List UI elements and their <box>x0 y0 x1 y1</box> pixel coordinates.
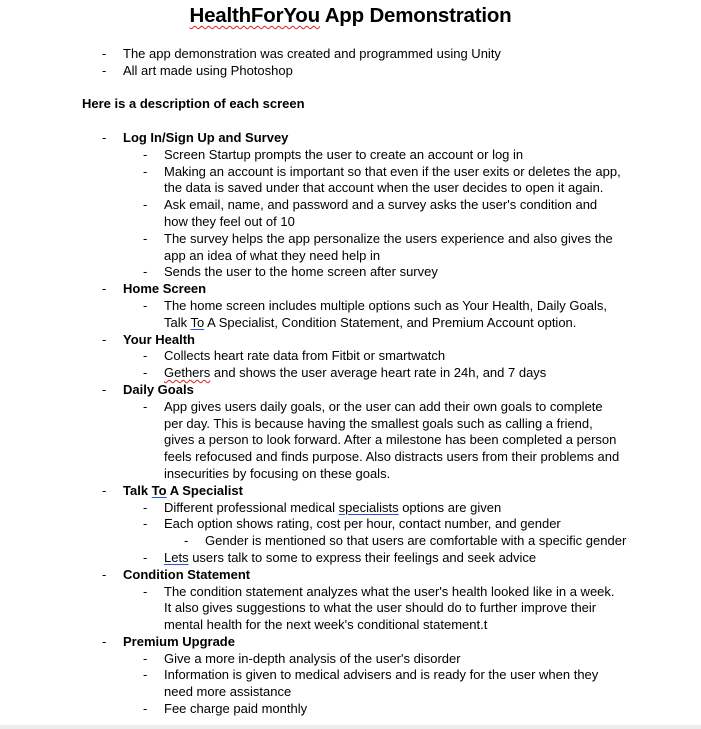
bullet-dash: - <box>143 297 148 313</box>
list-item: - Give a more in-depth analysis of the user's disorder <box>143 650 461 666</box>
grammar-flag: To <box>151 482 167 498</box>
bullet-dash: - <box>143 163 148 179</box>
page-bottom-edge <box>0 725 701 729</box>
bullet-dash: - <box>102 331 107 347</box>
screen-heading-talk-to-specialist: - Talk To A Specialist <box>102 482 243 498</box>
bullet-dash: - <box>102 62 107 78</box>
list-item: - Lets users talk to some to express their feelings and seek advice <box>143 549 537 565</box>
list-item: - Each option shows rating, cost per hour, contact number, and gender <box>143 516 561 532</box>
bullet-dash: - <box>102 566 107 582</box>
bullet-dash: - <box>102 381 107 397</box>
bullet-dash: - <box>143 701 148 717</box>
bullet-dash: - <box>143 667 148 683</box>
bullet-dash: - <box>143 230 148 246</box>
grammar-flag: Lets <box>164 549 189 565</box>
bullet-dash: - <box>143 348 148 364</box>
screen-heading-daily-goals: - Daily Goals <box>102 381 194 397</box>
screen-heading-condition-statement: - Condition Statement <box>102 566 251 582</box>
title-app-name: HealthForYou <box>189 4 320 27</box>
list-item: - The home screen includes multiple options such as Your Health, Daily Goals, Talk To A Specialist, Condition Statement, and Premium Account option. <box>143 297 607 330</box>
bullet-dash: - <box>143 398 148 414</box>
list-item: - Different professional medical specialists options are given <box>143 499 502 515</box>
screen-heading-your-health: - Your Health <box>102 331 195 347</box>
bullet-dash: - <box>143 365 148 381</box>
list-item: - Making an account is important so that even if the user exits or deletes the app, the data is saved under that account when the user decides to open it again. <box>143 163 621 196</box>
bullet-dash: - <box>102 46 107 61</box>
intro-bullet: - The app demonstration was created and programmed using Unity <box>102 46 501 61</box>
list-item: - Fee charge paid monthly <box>143 701 308 717</box>
screen-heading-login: - Log In/Sign Up and Survey <box>102 129 289 145</box>
bullet-dash: - <box>143 549 148 565</box>
bullet-dash: - <box>102 633 107 649</box>
list-item: - The survey helps the app personalize the users experience and also gives the app an idea of what they need help in <box>143 230 613 263</box>
bullet-dash: - <box>143 583 148 599</box>
grammar-flag: specialists <box>338 499 399 515</box>
bullet-dash: - <box>143 516 148 532</box>
document-body <box>0 46 701 718</box>
list-item: - Information is given to medical advisers and is ready for the user when they need more assistance <box>143 667 599 700</box>
bullet-dash: - <box>102 482 107 498</box>
list-item: - Sends the user to the home screen after survey <box>143 264 438 280</box>
bullet-dash: - <box>102 281 107 297</box>
list-item: - Collects heart rate data from Fitbit or smartwatch <box>143 348 446 364</box>
list-item: - The condition statement analyzes what the user's health looked like in a week. It also gives suggestions to what the user should do to further improve their mental health for the next week's conditional statement.t <box>143 583 615 633</box>
grammar-flag: To <box>190 314 205 330</box>
bullet-dash: - <box>184 533 189 549</box>
bullet-dash: - <box>143 499 148 515</box>
list-item: - Gethers and shows the user average heart rate in 24h, and 7 days <box>143 365 547 381</box>
list-item: - App gives users daily goals, or the user can add their own goals to complete per day. This is because having the smallest goals such as calling a friend, gives a person to look forward. After a milestone has been completed a person feels refocused and finds purpose. Also distracts users from their problems and insecurities by focusing on these goals. <box>143 398 620 481</box>
intro-bullet: - All art made using Photoshop <box>102 62 293 78</box>
bullet-dash: - <box>102 129 107 145</box>
list-item: - Screen Startup prompts the user to create an account or log in <box>143 146 524 162</box>
bullet-dash: - <box>143 264 148 280</box>
list-item: - Ask email, name, and password and a survey asks the user's condition and how they feel out of 10 <box>143 197 598 229</box>
screen-heading-premium-upgrade: - Premium Upgrade <box>102 633 235 649</box>
section-heading: Here is a description of each screen <box>82 96 305 112</box>
list-subitem: - Gender is mentioned so that users are comfortable with a specific gender <box>184 533 627 549</box>
bullet-dash: - <box>143 146 148 162</box>
spelling-flag: Gethers <box>164 365 211 381</box>
document-title <box>0 3 701 29</box>
bullet-dash: - <box>143 197 148 213</box>
bullet-dash: - <box>143 650 148 666</box>
title-suffix: App Demonstration <box>319 4 512 27</box>
screen-heading-home: - Home Screen <box>102 281 207 297</box>
